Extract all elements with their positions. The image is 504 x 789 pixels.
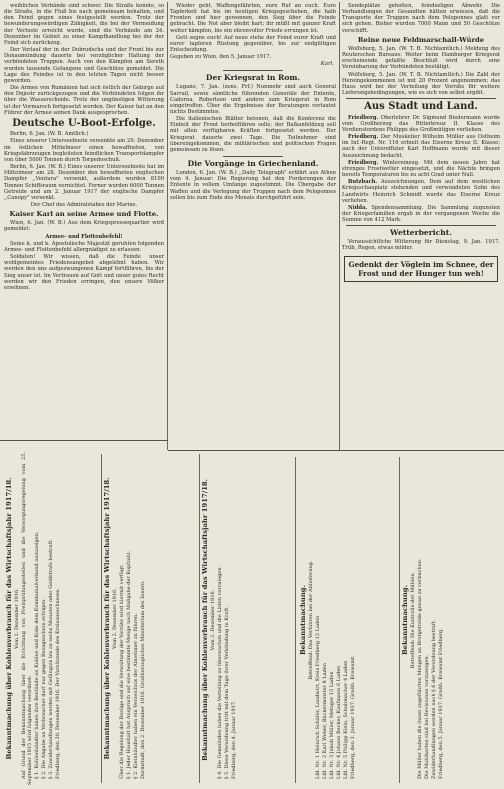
announcement-date: Vom 2. Dezember 1916. <box>112 588 119 649</box>
paragraph: Sendeplätze geholten, feindseligen Abwehr. Die Verhandlungen der Gesandten hätten erwiesen, daß die Transporte der Truppen nach dem Peloponnes glatt vor sich gehen. Bisher wurden 7000 Mann und 50 Geschütze verschifft. <box>342 3 500 34</box>
paragraph: weiblichen Verbände sind schwer. Die Straße konnte, so die Straße, in die Fluß bis nach gemeinsam behalten, und den Feind gegen eines festgestellt werden. Trotz der bewunderungswürdigen Zähigkeit, die bei der Vermeidung der Verluste erreicht wurde, sind die Verbände am 24. Dezember im Gebiet zu einer Kampfhandlung bei der der Feind sich zurückzog. <box>4 3 164 46</box>
signature-line: Der Chef des Admiralstabes der Marine. <box>30 202 138 209</box>
announcement-line: Zuwiderhandlungen werden nach § 6 der Verordnung bestraft. <box>430 619 437 779</box>
paragraph: Eines unserer Unterseeboote versenkte am 29. Dezember im östlichen Mittelmeer einen bewaffneten, von Kriegsfahrzeugen begleiteten feindlichen Transportdampfer von über 5000 Tonnen durch Torpedoschuß. <box>4 138 164 163</box>
announcement-strip <box>4 452 100 785</box>
place-name: Friedberg. <box>348 159 379 166</box>
divider <box>346 225 496 226</box>
paragraph: Wieder geht, Waffengefährten, eure Ruf an euch. Eure Tapferkeit hat bis im heutigen Kriegsgeschehen, die halb Fronten und hier gewonnen, den Sieg über die Feinde gebracht. Die Not aber bleibt hart; ihr müßt mit ganzer Kraft weiter kämpfen, bis ein ehrenvoller Friede errungen ist. <box>170 3 336 34</box>
paragraph: Gott segne euch! Auf neue stehe der Feind eurer Kraft und eurer tapferen Rüstung gegenüber, bis zur endgültigen Entscheidung. <box>170 34 336 54</box>
announcement-line: Friedberg, den 5. Januar 1917. Großh. Kreisamt Friedberg. <box>437 628 444 779</box>
local-news-item <box>342 179 500 204</box>
column-right <box>342 3 500 449</box>
announcement-line: Auf Grund der Bekanntmachung über die Errichtung von Preisprüfungsstellen und die Versorgungsregelung vom 25. September 1915 wird folgendes verordnet: <box>21 452 33 785</box>
announcement-line: Lfd. Nr. 2 Karl Weber, Bäckermeister 8 Laden <box>321 663 328 779</box>
place-name: Friedberg. <box>348 134 379 141</box>
announcement-title: Bekanntmachung. <box>401 585 409 655</box>
announcement-line: § 4. Die Gemeinden haben die Verteilung zu überwachen und die Listen vorzulegen. <box>217 565 224 779</box>
announcement-title: Bekanntmachung über Kohlenverbrauch für das Wirtschaftsjahr 1917/18. <box>5 477 13 760</box>
uboot-headline: Deutsche U-Boot-Erfolge. <box>12 117 156 129</box>
announcement-line: Die Mahlkarten sind bei Revisionen vorzuzeigen. <box>423 654 430 779</box>
announcement-line: § 2. Die Abgabe an Verbraucher darf nur gegen Bezugsschein erfolgen. <box>40 598 47 779</box>
section-headline: Reine neue Feldmarschall-Würde <box>357 35 485 44</box>
announcement-title: Bekanntmachung. <box>299 585 307 655</box>
order-title: Armee- und Flottenbefehl! <box>45 233 123 240</box>
announcement-line: Die Müller haben die ihnen zugeführten Mengen an Brotgetreide genau zu verbuchen. <box>417 558 424 779</box>
place-name: Nidda. <box>348 204 368 211</box>
announcement-date: Betreffend: Die Kontrolle der Mühlen. <box>410 571 417 669</box>
paragraph: Lugano, 7. Jan. (zens. Frf.) Nunmehr sind auch General Sarrail, sowie sämtliche führenden Generäle der Entente, Cadorna, Robertson und andere zum Kriegsrat in Rom eingetroffen. Über die Ergebnisse der Beratungen verlautet nichts Bestimmtes. <box>170 84 336 115</box>
paragraph: London, 6. Jan. (W. B.) ,,Daily Telegraph" erfährt aus Athen vom 4. Januar: Die Regierung hat den Forderungen der Entente in vollem Umfange zugestimmt. Die Übergabe der Waffen und die Verlegung der Truppen nach dem Peloponnes sollen bis zum Ende des Monats durchgeführt sein. <box>170 170 336 201</box>
weather-headline: Wetterbericht. <box>390 228 452 238</box>
paragraph: Soldaten! Wir wissen, daß die Feinde unser wohlgemeintes Friedensangebot abgelehnt haben. Wir werden den uns aufgezwungenen Kampf fortführen, bis der Sieg unser ist. Im Vertrauen auf Gott und unser gutes Recht werden wir den Frieden erringen, den unsere Völker ersehnen. <box>4 254 164 291</box>
local-news-item <box>342 160 500 178</box>
item-text: Auszeichnungen. Dem auf dem westlichen Kriegsschauplatz stehenden und verwundeten Sohn des Landwirts Heinrich Schmidt wurde das Eiserne Kreuz verliehen. <box>342 179 500 204</box>
stadt-land-headline: Aus Stadt und Land. <box>364 101 478 113</box>
rom-headline: Der Kriegsrat in Rom. <box>205 73 301 83</box>
announcement-line: § 2. Kleinhändler haben ein Verzeichnis der Abnehmer zu führen. <box>132 613 139 779</box>
local-news-item <box>342 205 500 223</box>
column-middle <box>170 3 336 449</box>
local-news-list <box>342 115 500 224</box>
announcement-strip <box>102 452 198 785</box>
weather-text: Voraussichtliche Witterung für Dienstag, 9. Jan. 1917. Trüb, Regen, etwas milder. <box>342 239 500 252</box>
divider <box>223 70 283 71</box>
announcement-line: § 5. Diese Verordnung tritt mit dem Tage ihrer Verkündung in Kraft. <box>223 606 230 779</box>
announcement-title: Bekanntmachung über Kohlenverbrauch für das Wirtschaftsjahr 1917/18. <box>103 477 111 760</box>
column-left <box>4 3 164 439</box>
announcement-line: Über die Regelung der Bezüge und die Verwaltung der Vorräte wird hiermit verfügt. <box>119 564 126 779</box>
paragraph: Der Verlauf der in der Dobrudscha und der Front bis zur Donaumündung dauerte bei vorzüglicher Haltung der verbündeten Truppen. Auch von den Kämpfen am Sereth wurden tausende Gefangene und Geschütze gemeldet. Die Lage des Feindes ist in den letzten Tagen nicht besser geworden. <box>4 47 164 84</box>
paragraph: Die italienischen Blätter betonen, daß die Konferenz die Einheit der Front herbeiführen solle; der Balkanfeldzug soll mit allen verfügbaren Kräften fortgesetzt werden. Der Kriegsrat dauerte zwei Tage. Die Teilnehmer sind übereingekommen, die militärischen und politischen Fragen gemeinsam zu lösen. <box>170 116 336 153</box>
strip-rule <box>295 457 296 783</box>
announcement-line: Lfd. Nr. 4 Johann Becker, Kaufmann 6 Laden <box>335 665 342 779</box>
paragraph: Berlin, 6. Jan. (W. B.) Eines unserer Unterseeboote hat im Mittelmeer am 28. Dezember den bewaffneten englischen Dampfer ,,Ventura" versenkt, außerdem wurden 8100 Tonnen Schiffsraum vernichtet. Ferner wurden 6000 Tonnen Getreide und am 2. Januar 1917 der englische Dampfer ,,Canopy" versenkt. <box>4 164 164 201</box>
announcement-line: § 3. Zuwiderhandlungen werden mit Gefängnis bis zu sechs Monaten oder Geldstrafe bestraft. <box>47 539 54 779</box>
greece-headline: Die Vorgänge in Griechenland. <box>187 159 319 169</box>
item-text: Wintereinzug. Mit dem neuen Jahre hat strenges Frostwetter eingesetzt, und die Nächte bringen bereits Temperaturen bis zu acht Grad unter Null. <box>342 159 500 179</box>
dateline: Berlin, 6. Jan. (W. B. Amtlich.) <box>10 131 89 138</box>
item-text: Spendensammlung. Die Sammlung zugunsten der Kriegerfamilien ergab in der vergangenen Woche die Summe von 412 Mark. <box>342 204 500 224</box>
section-rule <box>168 450 504 451</box>
announcement-line: Darmstadt, den 2. Dezember 1916. Großherzogliches Ministerium des Innern. <box>139 580 146 779</box>
place-name: Friedberg. <box>348 114 379 121</box>
announcement-line: Friedberg, den 4. Januar 1917. <box>230 700 237 779</box>
announcement-line: Lfd. Nr. 1 Heinrich Schäfer, Landwirt, Kreis Friedberg 12 Laden <box>315 615 322 779</box>
item-text: Oberlehrer Dr. Sigmund Biedermann wurde vom Großherzog das Ritterkreuz II. Klasse des Verdienstordens Philipps des Großmütigen verliehen. <box>342 114 500 133</box>
dateline: Wien, 6. Jan. (W. B.) Aus dem Kriegspressequartier wird gemeldet: <box>4 220 164 233</box>
announcement-title: Bekanntmachung über Kohlenverbrauch für das Wirtschaftsjahr 1917/18. <box>201 478 209 762</box>
section-rule <box>0 440 168 441</box>
divider <box>346 98 496 99</box>
column-rule <box>167 2 168 450</box>
item-text: Der Musketier Wilhelm Müller aus Ostheim im Inf.-Regt. Nr. 116 erhielt das Eiserne Kreuz II. Klasse; auch der Unteroffizier Karl Hoffmann wurde mit dieser Auszeichnung bedacht. <box>342 134 500 159</box>
article-front-report <box>4 3 164 116</box>
signature: Karl. <box>320 61 334 68</box>
local-news-item <box>342 115 500 133</box>
announcement-line: Friedberg, den 30. Dezember 1916. Der Vorsitzende des Kreisausschusses. <box>54 587 61 779</box>
signature-place: Gegeben zu Wien, den 5. Januar 1917. <box>170 54 272 61</box>
announcement-line: Lfd. Nr. 5 Philipp Klein, Schuhmacher 4 Laden <box>342 660 349 779</box>
column-rule <box>339 2 340 450</box>
announcement-line: Lfd. Nr. 3 Jakob Müller, Metzger 15 Laden <box>328 671 335 779</box>
paragraph: Wolfsburg, 5. Jan. (W. T. B. Nichtamtlich.) Meldung des Reuterschen Bureaus: Weiter beim Hamburger Kriegsrat erscheinende gefaßte Beschluß wird durch eine Vereinbarung der Verbündeten bestätigt. <box>342 45 500 71</box>
local-news-item <box>342 134 500 159</box>
paragraph: Die Armee von Rumänien hat sich östlich der Gebirge auf den Dnjestr zurückgezogen und die Verbündeten folgen ihr über die Wasserscheide. Trotz der ungünstigen Witterung ist der Vormarsch fortgesetzt worden. Der Kaiser hat an den Führer der Armee seinen Dank ausgesprochen. <box>4 85 164 116</box>
divider <box>223 156 283 157</box>
boxed-notice: Gedenkt der Vöglein im Schnee, der Frost und der Hunger tun weh! <box>344 256 498 282</box>
announcement-date: Vom 2. Dezember 1916. <box>14 588 21 649</box>
place-name: Butzbach. <box>348 179 378 186</box>
announcement-line: § 1. Jeder Haushalt hat Anspruch auf eine bestimmte Menge nach Maßgabe der Kopfzahl. <box>125 550 132 779</box>
paragraph: Seine k. und k. Apostolische Majestät geruhten folgenden Armee- und Flottenbefehl allergnädigst zu erlassen: <box>4 240 164 253</box>
announcement-date: Vom 2. Dezember 1916. <box>210 589 217 651</box>
karl-headline: Kaiser Karl an seine Armee und Flotte. <box>9 210 159 219</box>
announcement-line: Friedberg, den 3. Januar 1917. Großh. Kreisamt. <box>349 655 356 779</box>
announcement-strip <box>400 455 500 785</box>
announcement-strip <box>298 455 398 785</box>
announcement-line: § 1. Kohlenhändler haben ihre Bestände an Kohlen und Koks dem Kommunalverband anzuzeigen. <box>33 531 40 779</box>
announcement-date: Betreffend: Das Verfahren bei der Ablieferung. <box>308 560 315 680</box>
paragraph: Wolfsburg, 5. Jan. (W. T. B. Nichtamtlich.) Die Zahl der Hereingekommenen ist mit 20 Prozent angenommen; das Haus wird bei der Verteilung der Vorräte für weitere Lieferungsbedingungen, wie es sich von selbst ergibt. <box>342 71 500 96</box>
announcement-strip <box>200 455 294 785</box>
